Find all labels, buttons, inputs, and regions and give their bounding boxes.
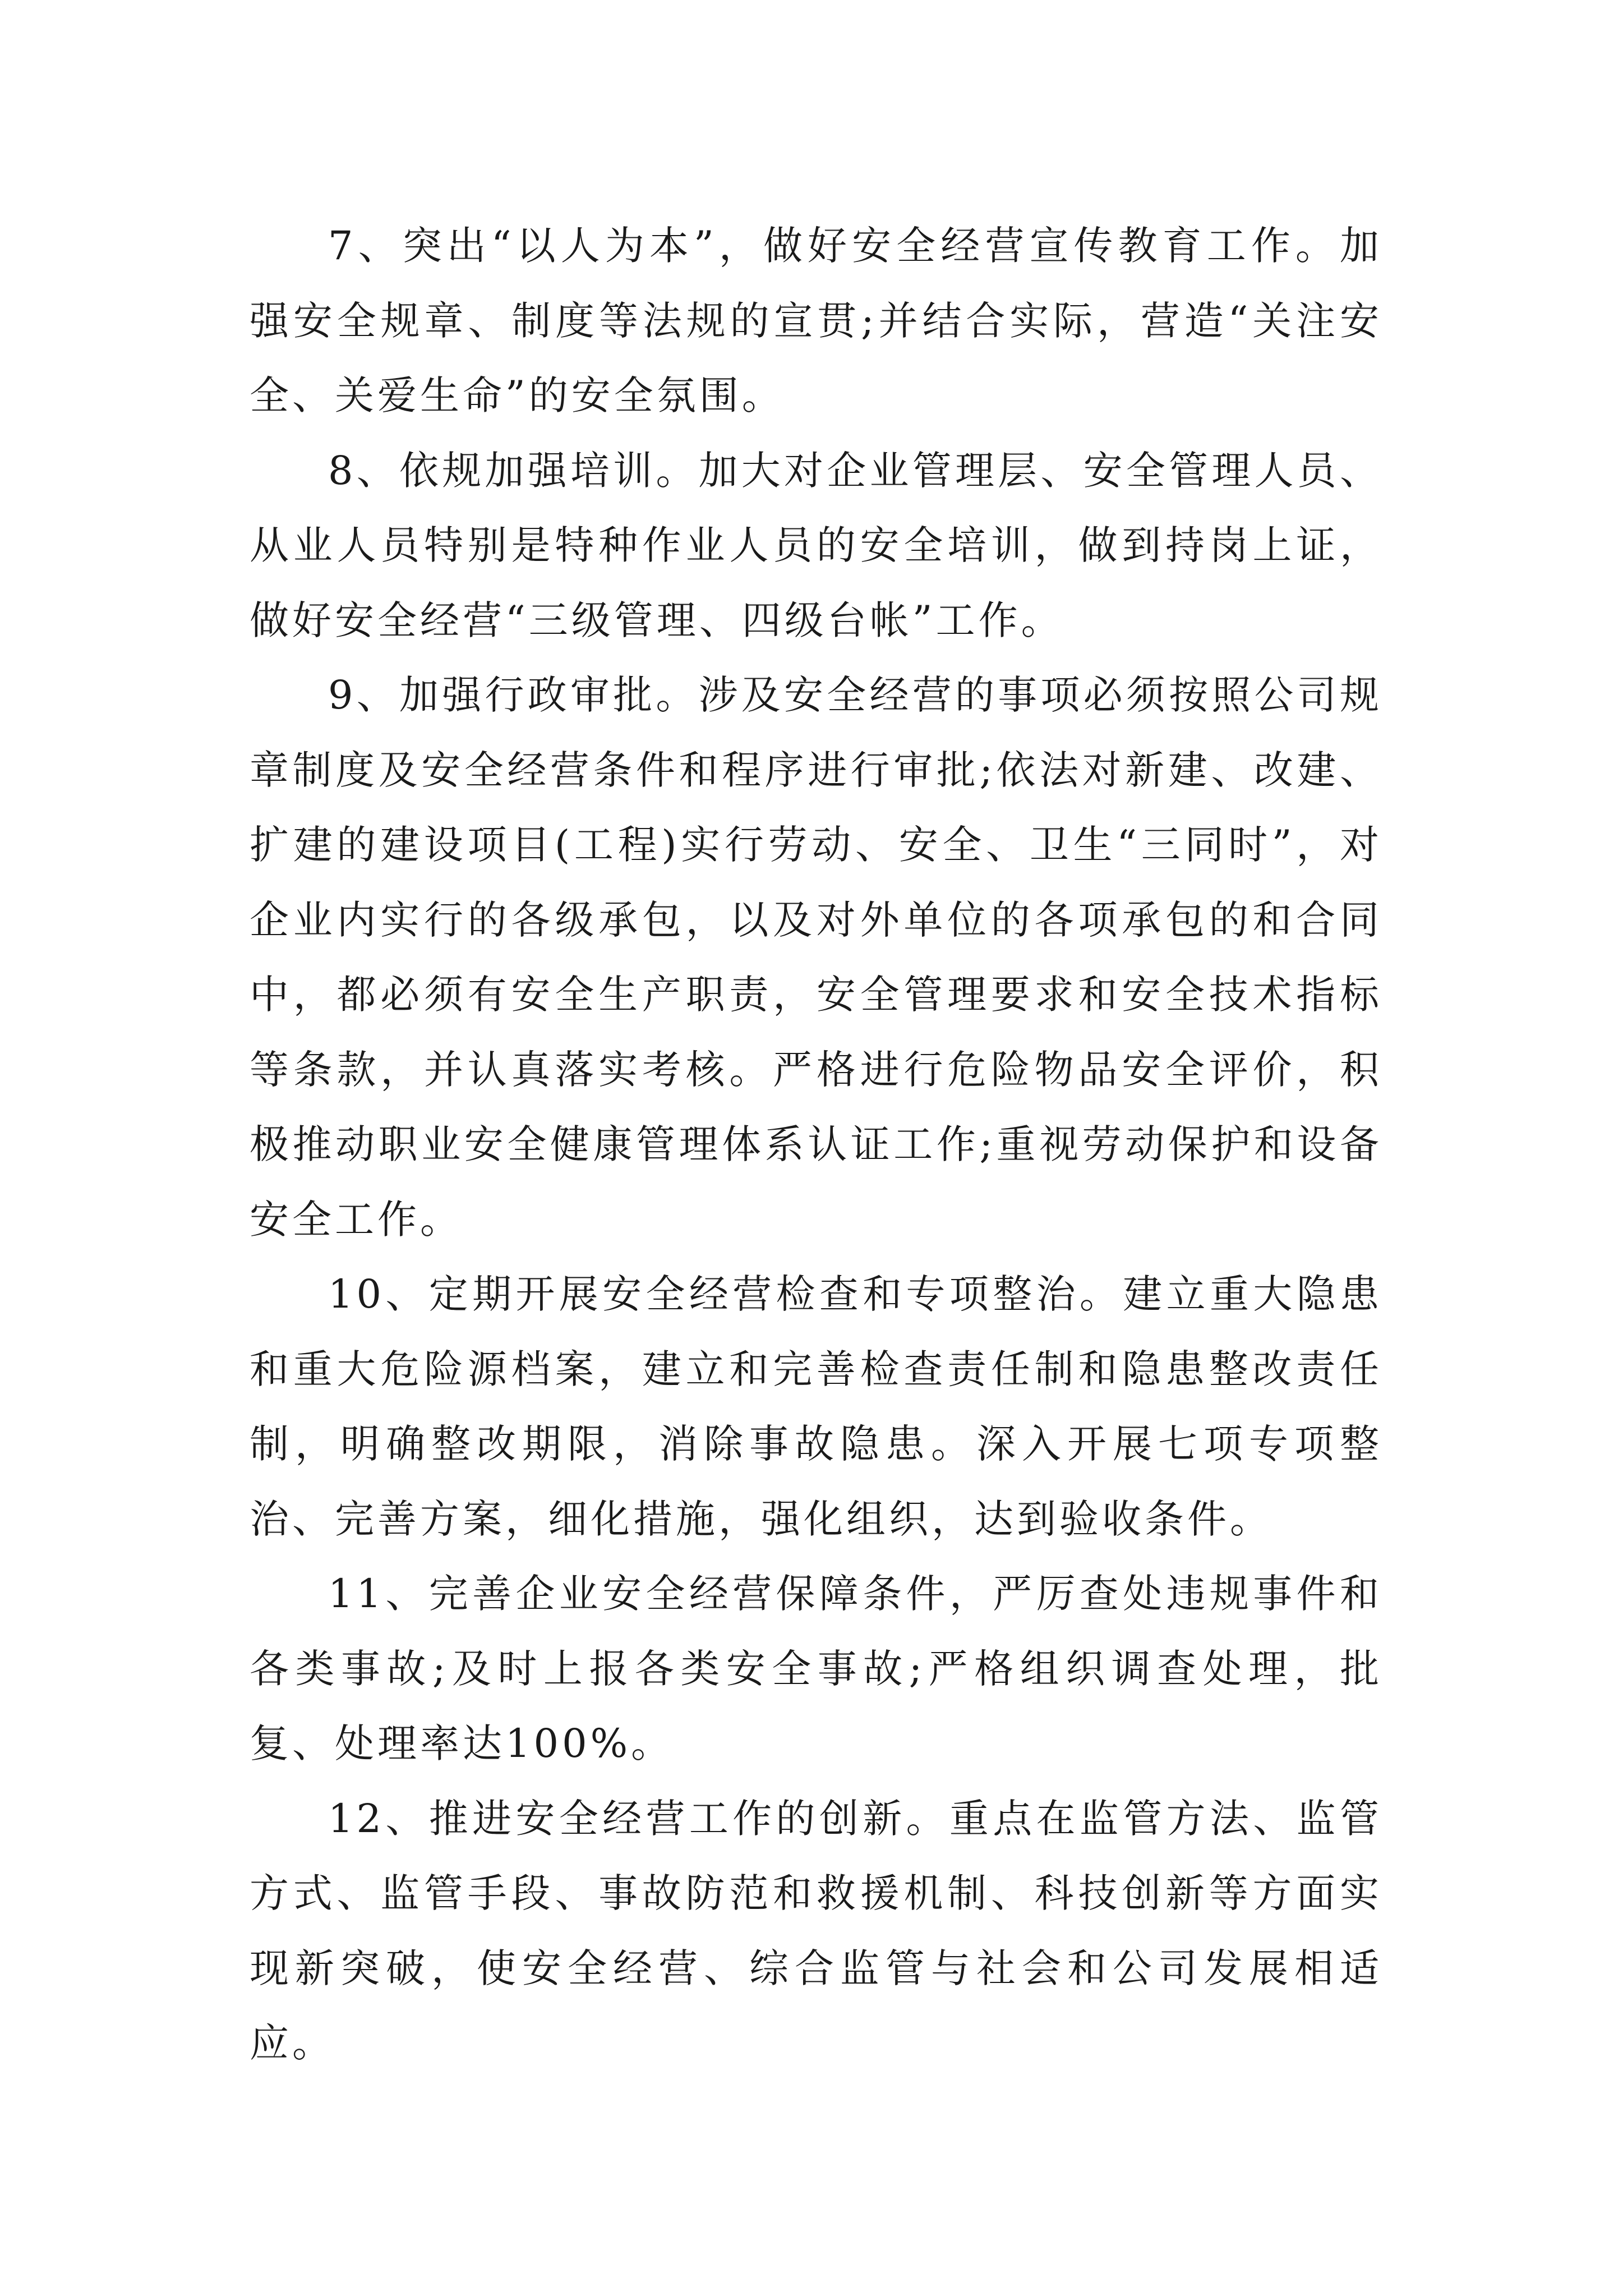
paragraph-7: 7、突出“以人为本”，做好安全经营宣传教育工作。加强安全规章、制度等法规的宣贯;并结合实际，营造“关注安全、关爱生命”的安全氛围。 [250,223,1382,418]
document-body [250,209,1382,2081]
paragraph-11: 11、完善企业安全经营保障条件，严厉查处违规事件和各类事故;及时上报各类安全事故;严格组织调查处理，批复、处理率达100%。 [250,1571,1382,1766]
paragraph-12: 12、推进安全经营工作的创新。重点在监管方法、监管方式、监管手段、事故防范和救援机制、科技创新等方面实现新突破，使安全经营、综合监管与社会和公司发展相适应。 [250,1795,1382,2066]
paragraph-10: 10、定期开展安全经营检查和专项整治。建立重大隐患和重大危险源档案，建立和完善检查责任制和隐患整改责任制，明确整改期限，消除事故隐患。深入开展七项专项整治、完善方案，细化措施，强化组织，达到验收条件。 [250,1271,1382,1542]
paragraph-8: 8、依规加强培训。加大对企业管理层、安全管理人员、从业人员特别是特种作业人员的安全培训，做到持岗上证，做好安全经营“三级管理、四级台帐”工作。 [250,447,1382,643]
paragraph-9: 9、加强行政审批。涉及安全经营的事项必须按照公司规章制度及安全经营条件和程序进行审批;依法对新建、改建、扩建的建设项目(工程)实行劳动、安全、卫生“三同时”，对企业内实行的各级承包，以及对外单位的各项承包的和合同中，都必须有安全生产职责，安全管理要求和安全技术指标等条款，并认真落实考核。严格进行危险物品安全评价，积极推动职业安全健康管理体系认证工作;重视劳动保护和设备安全工作。 [250,672,1382,1243]
